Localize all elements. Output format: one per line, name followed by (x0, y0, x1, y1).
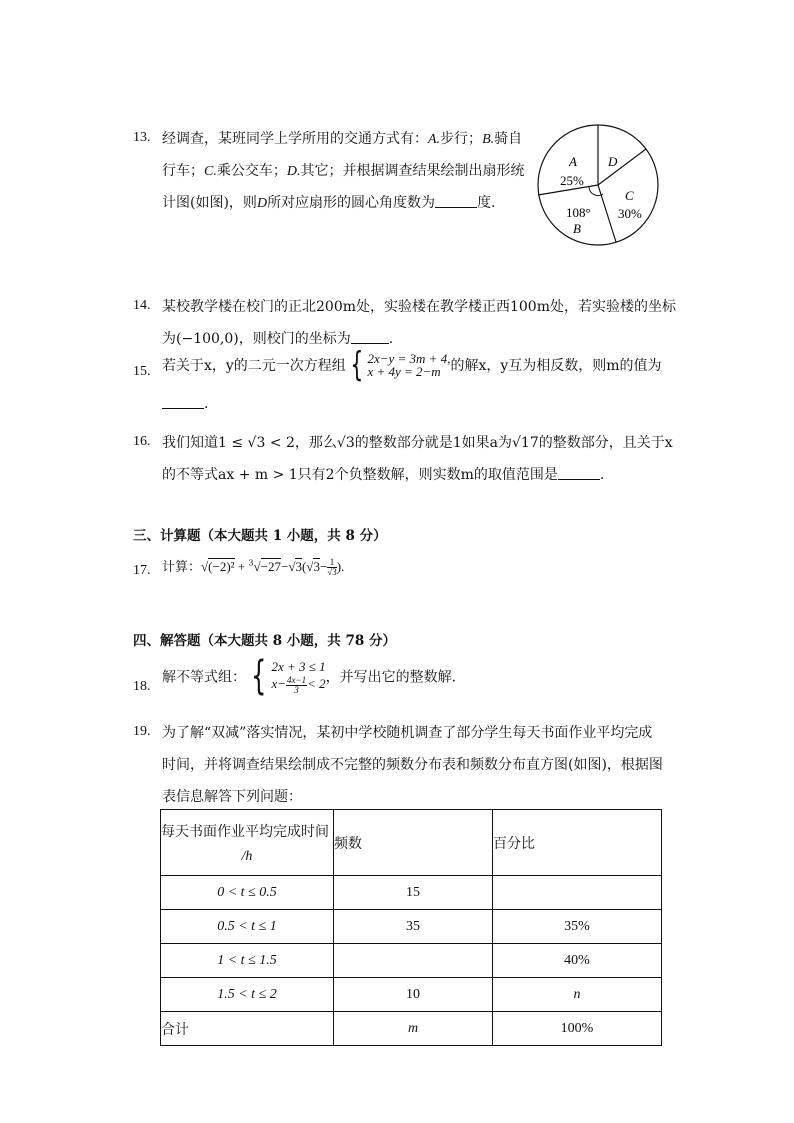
q19-line1: 为了解“双减”落实情况，某初中学校随机调查了部分学生每天书面作业平均完成 (162, 725, 653, 741)
q15-pre: 若关于x，y的二元一次方程组 (162, 358, 346, 374)
table-cell (493, 876, 662, 910)
q19-line3: 表信息解答下列问题： (162, 789, 302, 805)
option-d-letter: D. (286, 164, 301, 179)
paren-close: ). (336, 559, 345, 574)
q16-line1: 我们知道1 ≤ √3 < 2，那么√3的整数部分就是1如果a为√17的整数部分，且关于x (162, 435, 673, 451)
q15-post: 的解x，y互为相反数，则m的值为 (450, 358, 662, 374)
pie-label-c: C (625, 188, 634, 203)
q13-text-4: 所对应扇形的圆心角度数为 (267, 195, 436, 211)
header-frequency: 频数 (334, 810, 493, 876)
table-row (161, 910, 662, 944)
q16-line2 (162, 464, 604, 484)
fraction-numerator: 4x−1 (287, 674, 307, 685)
answer-blank (351, 331, 389, 344)
table-cell: 1.5 < t ≤ 2 (161, 978, 334, 1012)
equation-system (367, 352, 450, 378)
q13-d-ref: D (256, 196, 268, 211)
option-c-text: 乘公交车； (216, 163, 287, 179)
header-time-label: 每天书面作业平均完成时间 (161, 823, 329, 840)
q15-number: 15. (133, 364, 151, 379)
table-cell: 1 < t ≤ 1.5 (161, 944, 334, 978)
sqrt-term-2: 3 (295, 559, 302, 574)
inequality-2-right: < 2 (307, 676, 326, 691)
pie-label-a-pct: 25% (560, 173, 584, 188)
q15-period: . (204, 396, 209, 412)
q13-text-3: 计图(如图)，则 (162, 195, 257, 211)
option-a-letter: A. (428, 132, 441, 147)
q14-period: . (388, 331, 394, 347)
header-unit: /h (241, 848, 253, 864)
q13-text-1: 经调查，某班同学上学所用的交通方式有： (162, 131, 428, 147)
table-cell: 100% (493, 1012, 662, 1046)
fraction-denominator: √3 (327, 567, 337, 577)
paren-open: ( (301, 559, 307, 574)
q13-text-5: 度. (477, 195, 496, 211)
option-c-letter: C. (204, 164, 217, 179)
table-cell: 35% (493, 910, 662, 944)
inequality-fraction (286, 676, 307, 695)
fraction-denominator: 3 (294, 684, 299, 695)
section-3-title: 三、计算题（本大题共 1 小题，共 8 分） (133, 528, 387, 544)
table-row-total (161, 1012, 662, 1046)
q13-number: 13. (133, 130, 151, 145)
inequality-1: 2x + 3 ≤ 1 (271, 659, 326, 674)
q18-number: 18. (133, 679, 151, 694)
q13-text-2: 行车； (162, 163, 204, 179)
table-cell: 0.5 < t ≤ 1 (161, 910, 334, 944)
minus-sign: − (280, 559, 289, 574)
plus-sign: + (234, 559, 249, 574)
q14-number: 14. (133, 298, 151, 313)
q17-expression: 计算：√(−2)² + $^3$√−27−√3(√3− $\frac{1}{√3}$ ). (162, 557, 345, 577)
q13-line2 (162, 160, 524, 180)
pie-label-c-pct: 30% (618, 206, 642, 221)
answer-blank (162, 396, 204, 409)
pie-label-b-angle: 108° (566, 205, 591, 220)
q17-number: 17. (133, 563, 151, 578)
pie-label-a: A (569, 154, 577, 169)
brace-symbol: { (350, 345, 364, 385)
table-cell: 15 (334, 876, 493, 910)
answer-blank (435, 195, 477, 208)
q19-number: 19. (133, 724, 151, 739)
q14-text: 为(−100,0)，则校门的坐标为 (162, 331, 351, 347)
sqrt-term-3: 3 (313, 559, 320, 574)
q17-pre: 计算： (162, 560, 202, 575)
q13-line1 (162, 128, 522, 148)
equation-2: x + 4y = 2−m (367, 364, 441, 379)
inequality-system (271, 658, 325, 695)
table-cell: 0 < t ≤ 0.5 (161, 876, 334, 910)
option-b-text: 骑自 (494, 131, 523, 147)
option-a-text: 步行； (440, 131, 483, 147)
cube-root-term: −27 (260, 559, 281, 574)
option-d-text: 其它；并根据调查结果绘制出扇形统 (300, 163, 525, 179)
pie-chart (536, 122, 660, 248)
option-b-letter: B. (482, 132, 495, 147)
table-cell: 40% (493, 944, 662, 978)
q16-text: 的不等式ax + m > 1只有2个负整数解，则实数m的取值范围是 (162, 467, 558, 483)
table-row (161, 978, 662, 1012)
brace-symbol: { (251, 653, 267, 700)
q16-number: 16. (133, 434, 151, 449)
sqrt-term-1: (−2)² (208, 559, 235, 574)
table-cell: 合计 (161, 1012, 334, 1046)
cube-root-index: 3 (248, 558, 254, 568)
frequency-table (160, 809, 662, 1046)
table-row (161, 944, 662, 978)
inequality-2-left: x− (271, 676, 286, 691)
pie-label-b: B (573, 221, 581, 236)
answer-blank (558, 467, 600, 480)
table-cell: n (493, 978, 662, 1012)
equation-1: 2x−y = 3m + 4, (367, 351, 451, 366)
table-cell (334, 944, 493, 978)
q18-line (162, 653, 457, 700)
q19-line2: 时间，并将调查结果绘制成不完整的频数分布表和频数分布直方图(如图)，根据图 (162, 757, 663, 773)
fraction-numerator: 1 (327, 558, 336, 568)
q18-pre: 解不等式组： (162, 669, 246, 686)
section-4-title: 四、解答题（本大题共 8 小题，共 78 分） (133, 633, 396, 649)
header-percentage: 百分比 (493, 810, 662, 876)
q15-line1 (162, 345, 662, 385)
q16-period: . (599, 467, 605, 483)
fraction (327, 558, 336, 577)
table-row (161, 876, 662, 910)
table-cell: 35 (334, 910, 493, 944)
minus-sign-2: − (319, 559, 328, 574)
table-cell: m (334, 1012, 493, 1046)
q14-line1: 某校教学楼在校门的正北200m处，实验楼在教学楼正西100m处，若实验楼的坐标 (162, 299, 676, 315)
pie-label-d: D (608, 154, 618, 169)
inequality-2 (271, 675, 325, 695)
table-cell: 10 (334, 978, 493, 1012)
q15-line2 (162, 396, 208, 412)
header-time-cell (161, 810, 334, 876)
table-header-row (161, 810, 662, 876)
q13-line3 (162, 192, 496, 212)
q18-post: ，并写出它的整数解. (325, 669, 457, 686)
